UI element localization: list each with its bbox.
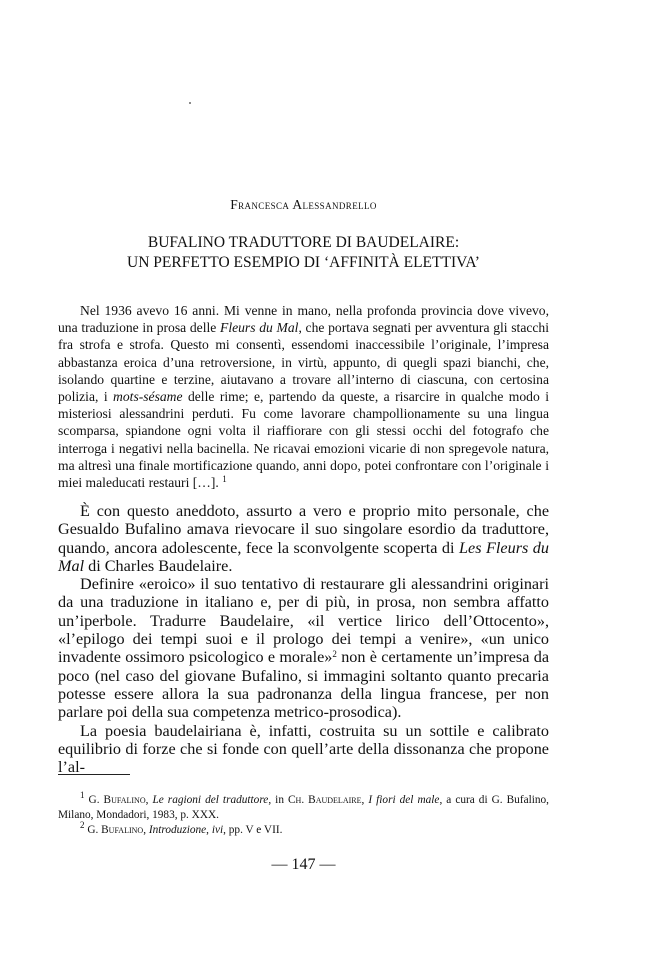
title-line-1: BUFALINO TRADUTTORE DI BAUDELAIRE: — [147, 234, 460, 251]
paragraph-1-tail: di Charles Baudelaire. — [84, 556, 233, 575]
paragraph-2 — [58, 575, 549, 721]
page-number: — 147 — — [271, 856, 336, 873]
paragraph-3: La poesia baudelairiana è, infatti, costruita su un sottile e calibrato equilibrio di forze che si fonde con quell’arte della dissonanza che propone l’al- — [58, 721, 549, 777]
footnote-2-rest: , pp. V e VII. — [223, 824, 283, 836]
article-title — [58, 233, 549, 273]
epigraph-text-2: , che portava segnati per avventura gli stacchi fra strofa e strofa. Questo mi consentì, essendomi inaccessibile l’originale, l’impresa abbastanza eroica d’una retroversione, in virtù, appunto, di quegli spazi bianchi, che, isolando quartine e terzine, aiutavano a trovare all’interno di ciascuna, con certosina polizia, i — [58, 320, 550, 405]
footnote-divider — [58, 774, 130, 775]
epigraph-text-1: Nel 1936 avevo 16 anni. Mi venne in mano, nella profonda provincia dove vivevo, una traduzione in prosa delle — [58, 303, 549, 336]
epigraph-quote — [58, 302, 549, 491]
footnote-1-sep2: , — [361, 794, 369, 806]
footnote-1-book: I fiori del male — [368, 794, 440, 806]
footnote-2-author: G. Bufalino — [87, 824, 144, 836]
footnote-1-in: , in — [268, 794, 289, 806]
scan-speck — [189, 102, 191, 104]
footnote-2-number: 2 — [80, 820, 85, 830]
footnote-2-ivi: ivi — [211, 824, 224, 836]
body-text — [58, 502, 549, 776]
epigraph-italic-mots: mots-sésame — [113, 389, 183, 405]
epigraph-text-3: delle rime; e, partendo da queste, a risarcire in qualche modo i misteriosi alessandrini perduti. Fu come lavorare champollionamente su una lingua scomparsa, spiandone ogni volta il riaffiorare con gli stessi occhi del fotografo che interroga i negativi nella bacinella. Ne ricavai emozioni vicarie di non spregevole natura, ma altresì una finale mortificazione quando, anni dopo, potei confrontare con l’originale i miei maleducati restauri […]. — [58, 389, 549, 491]
footnote-1-rest: , a cura di G. Bufalino, Milano, Mondadori, 1983, p. XXX. — [58, 794, 549, 821]
footnote-1-work: Le ragioni del traduttore — [152, 794, 269, 806]
paragraph-1-text: È con questo aneddoto, assurto a vero e proprio mito personale, che Gesualdo Bufalino amava rievocare il suo singolare esordio da traduttore, quando, ancora adolescente, fece la sconvolgente scoperta di — [58, 502, 549, 557]
footnote-1-author: G. Bufalino — [88, 794, 146, 806]
epigraph-italic-fleurs: Fleurs du Mal — [220, 320, 299, 336]
footnote-2 — [58, 820, 549, 838]
footnote-ref-2[interactable]: 2 — [332, 649, 337, 660]
footnote-ref-1[interactable]: 1 — [222, 474, 227, 485]
footnote-2-work: Introduzione — [148, 824, 207, 836]
footnote-1 — [58, 790, 549, 823]
paragraph-2-text: Definire «eroico» il suo tentativo di restaurare gli alessandrini originari da una traduzione in italiano e, per di più, in prosa, non sembra affatto un’iperbole. Tradurre Baudelaire, «il vertice lirico dell’Ottocento», «l’epilogo dei tempi suoi e il prologo dei tempi a venire», «un unico invadente ossimoro psicologico e morale» — [58, 575, 549, 667]
paragraph-1 — [58, 502, 549, 575]
title-line-2: UN PERFETTO ESEMPIO DI ‘AFFINITÀ ELETTIVA’ — [127, 254, 480, 271]
footnote-2-sep2: , — [206, 824, 212, 836]
author-name: Francesca Alessandrello — [230, 197, 377, 212]
paragraph-2-tail: non è certamente un’impresa da poco (nel caso del giovane Bufalino, si immagini soltanto quanto precaria potesse essere allora la sua padronanza della lingua francese, per non parlare poi della sua competenza metrico-prosodica). — [58, 648, 550, 722]
footnote-1-author2: Ch. Baudelaire — [288, 794, 362, 806]
footnote-1-number: 1 — [80, 790, 85, 800]
footnotes — [58, 790, 549, 838]
footnote-1-sep: , — [145, 794, 153, 806]
footnote-2-sep: , — [143, 824, 149, 836]
paragraph-1-italic: Les Fleurs du Mal — [58, 538, 549, 575]
document-page — [58, 0, 549, 953]
